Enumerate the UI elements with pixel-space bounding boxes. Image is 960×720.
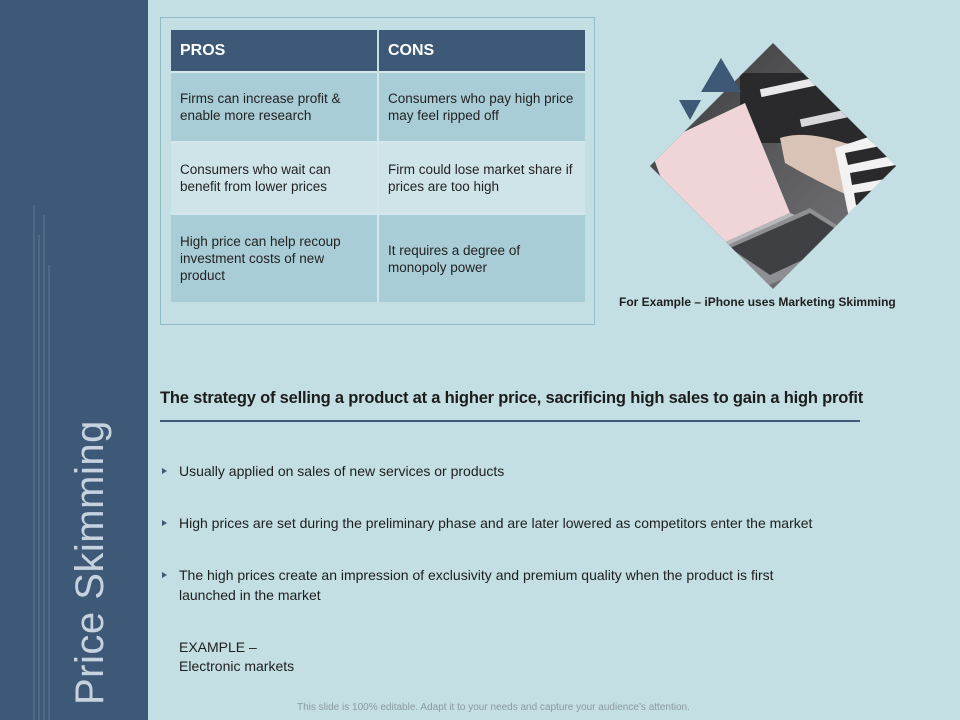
pros-cons-table bbox=[171, 30, 585, 302]
headline: The strategy of selling a product at a higher price, sacrificing high sales to gain a high profit bbox=[160, 389, 864, 407]
bullet-text: The high prices create an impression of exclusivity and premium quality when the product is first launched in the market bbox=[179, 567, 774, 603]
bullet-icon bbox=[162, 572, 167, 578]
cons-header: CONS bbox=[378, 30, 585, 72]
bullet-text: Usually applied on sales of new services or products bbox=[179, 463, 505, 479]
decorative-lines bbox=[30, 205, 54, 720]
footer-note: This slide is 100% editable. Adapt it to your needs and capture your audience’s attention. bbox=[297, 702, 690, 713]
bullet-icon bbox=[162, 468, 167, 474]
triangle-up-icon bbox=[701, 58, 741, 92]
triangle-down-icon bbox=[679, 100, 701, 120]
bullet-text: High prices are set during the preliminary phase and are later lowered as competitors enter the market bbox=[179, 515, 813, 531]
example-text: Electronic markets bbox=[179, 658, 295, 674]
divider bbox=[160, 420, 860, 422]
table-row bbox=[171, 214, 585, 302]
table-row bbox=[171, 72, 585, 142]
con-cell: It requires a degree of monopoly power bbox=[378, 214, 585, 302]
bullet-icon bbox=[162, 520, 167, 526]
con-cell: Firm could lose market share if prices are too high bbox=[378, 142, 585, 214]
laptop-photo bbox=[650, 43, 896, 289]
pros-header: PROS bbox=[171, 30, 378, 72]
table-row bbox=[171, 142, 585, 214]
sidebar bbox=[0, 0, 148, 720]
pro-cell: Firms can increase profit & enable more research bbox=[171, 72, 378, 142]
con-cell: Consumers who pay high price may feel ripped off bbox=[378, 72, 585, 142]
example-block bbox=[179, 638, 294, 676]
pro-cell: Consumers who wait can benefit from lower prices bbox=[171, 142, 378, 214]
pro-cell: High price can help recoup investment costs of new product bbox=[171, 214, 378, 302]
image-caption: For Example – iPhone uses Marketing Skimming bbox=[619, 295, 896, 309]
example-label: EXAMPLE – bbox=[179, 639, 257, 655]
page-title: Price Skimming bbox=[68, 420, 112, 705]
